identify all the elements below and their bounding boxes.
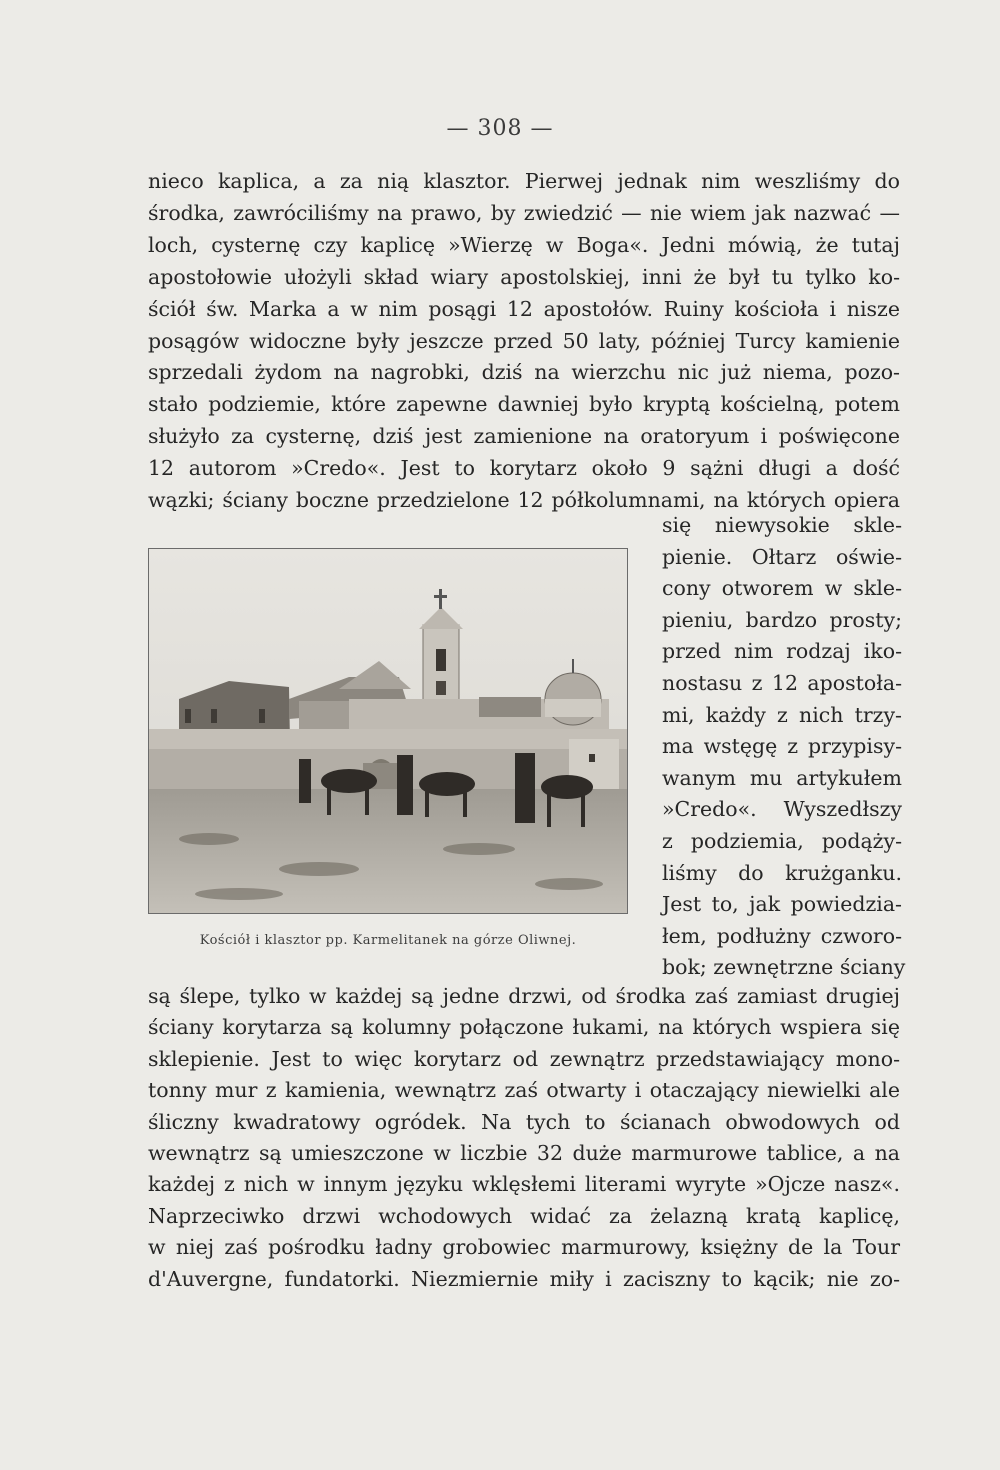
side-text-line: bok; zewnętrzne ściany	[662, 955, 906, 980]
text-line: posągów widoczne były jeszcze przed 50 laty, później Turcy kamienie	[148, 328, 900, 353]
side-text-line: mi, każdy z nich trzy-	[662, 702, 902, 727]
text-line: tonny mur z kamienia, wewnątrz zaś otwarty i otaczający niewielki ale	[148, 1078, 900, 1103]
side-text-line: pienie. Ołtarz oświe-	[662, 544, 902, 569]
text-line: śliczny kwadratowy ogródek. Na tych to ścianach obwodowych od	[148, 1109, 900, 1134]
side-text-line: Jest to, jak powiedzia-	[662, 892, 902, 917]
text-line: apostołowie ułożyli skład wiary apostolskiej, inni że był tu tylko ko-	[148, 264, 900, 289]
side-text-line: ma wstęgę z przypisy-	[662, 734, 902, 759]
page-number: — 308 —	[446, 116, 554, 141]
side-text-line: z podziemia, podąży-	[662, 829, 902, 853]
text-line: stało podziemie, które zapewne dawniej było kryptą kościelną, potem	[148, 392, 900, 417]
side-text-line: wanym mu artykułem	[662, 765, 902, 790]
side-text-line: »Credo«. Wyszedłszy	[662, 797, 902, 822]
text-line: 12 autorom »Credo«. Jest to korytarz około 9 sążni długi a dość	[148, 456, 900, 481]
text-line: ściany korytarza są kolumny połączone łukami, na których wspiera się	[148, 1015, 900, 1040]
photograph-church-and-convent	[148, 548, 628, 914]
side-text-line: nostasu z 12 apostoła-	[662, 671, 902, 695]
text-line: Naprzeciwko drzwi wchodowych widać za żelazną kratą kaplicę,	[148, 1203, 900, 1228]
side-text-line: przed nim rodzaj iko-	[662, 639, 902, 664]
text-line: wązki; ściany boczne przedzielone 12 półkolumnami, na których opiera	[148, 488, 900, 512]
text-line: sklepienie. Jest to więc korytarz od zewnątrz przedstawiający mono-	[148, 1046, 900, 1071]
text-line: w niej zaś pośrodku ładny grobowiec marmurowy, księżny de la Tour	[148, 1235, 900, 1260]
figure-caption: Kościół i klasztor pp. Karmelitanek na górze Oliwnej.	[199, 933, 577, 948]
text-line: loch, cysternę czy kaplicę »Wierzę w Boga«. Jedni mówią, że tutaj	[148, 232, 900, 257]
side-text-line: się niewysokie skle-	[662, 513, 902, 537]
text-line: sprzedali żydom na nagrobki, dziś na wierzchu nic już niema, pozo-	[148, 360, 900, 385]
side-text-line: cony otworem w skle-	[662, 576, 902, 601]
text-line: d'Auvergne, fundatorki. Niezmiernie miły i zaciszny to kącik; nie zo-	[148, 1266, 900, 1291]
text-line: nieco kaplica, a za nią klasztor. Pierwej jednak nim weszliśmy do	[148, 169, 900, 193]
side-text-line: łem, podłużny czworo-	[662, 923, 902, 948]
side-text-line: pieniu, bardzo prosty;	[662, 607, 902, 632]
text-line: środka, zawróciliśmy na prawo, by zwiedzić — nie wiem jak nazwać —	[148, 200, 900, 225]
text-line: służyło za cysternę, dziś jest zamienione na oratoryum i poświęcone	[148, 424, 900, 449]
text-line: są ślepe, tylko w każdej są jedne drzwi, od środka zaś zamiast drugiej	[148, 984, 900, 1008]
text-line: każdej z nich w innym języku wklęsłemi literami wyryte »Ojcze nasz«.	[148, 1172, 900, 1197]
side-text-line: liśmy do krużganku.	[662, 860, 902, 885]
text-line: ściół św. Marka a w nim posągi 12 apostołów. Ruiny kościoła i nisze	[148, 296, 900, 321]
text-line: wewnątrz są umieszczone w liczbie 32 duże marmurowe tablice, a na	[148, 1141, 900, 1165]
